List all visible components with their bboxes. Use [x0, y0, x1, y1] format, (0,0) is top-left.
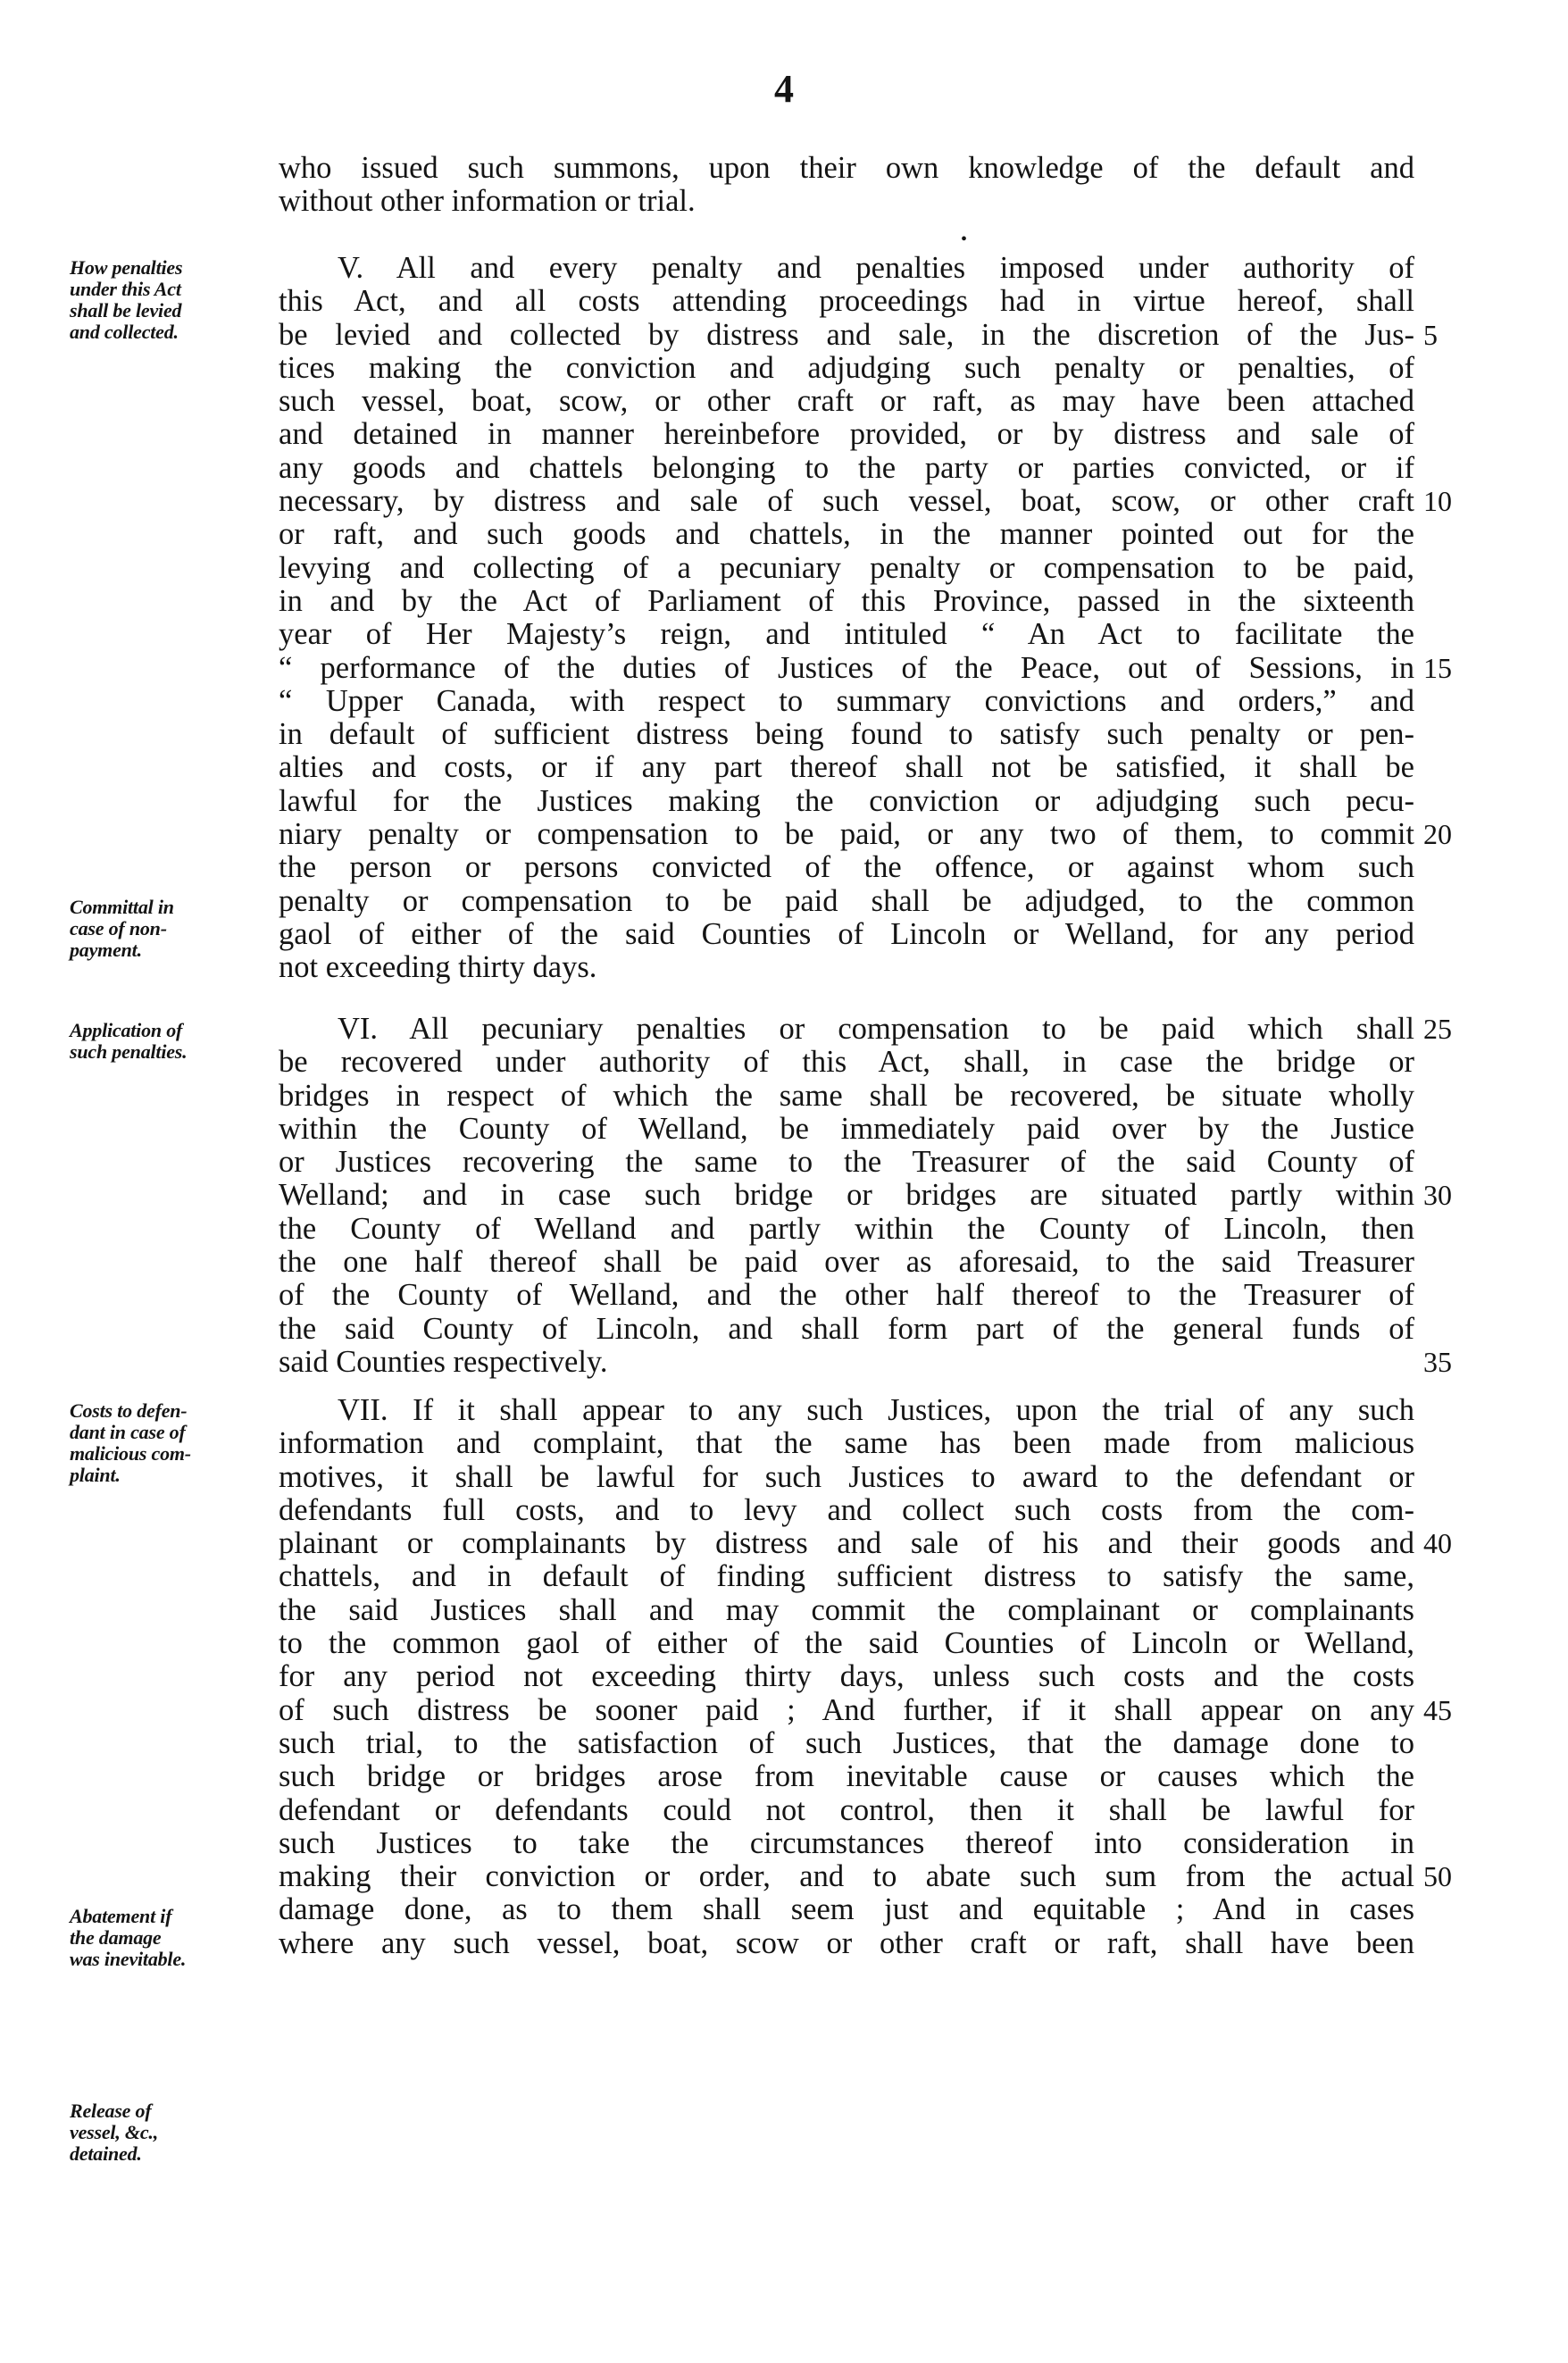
line-text: information and complaint, that the same has been made from malicious — [279, 1426, 1414, 1461]
margin-note-line: malicious com- — [70, 1442, 191, 1465]
margin-note-line: plaint. — [70, 1464, 121, 1486]
line-text: the said Justices shall and may commit the complainant or complainants — [279, 1592, 1414, 1627]
text-line — [0, 1627, 1568, 1660]
line-text: making their conviction or order, and to abate such sum from the actual — [279, 1859, 1414, 1894]
line-text: of the County of Welland, and the other half thereof to the Treasurer of — [279, 1278, 1414, 1313]
line-text: alties and costs, or if any part thereof shall not be satisfied, it shall be — [279, 750, 1414, 785]
line-text: defendant or defendants could not control, then it shall be lawful for — [279, 1792, 1414, 1827]
line-number: 45 — [1423, 1693, 1452, 1726]
line-text: lawful for the Justices making the conviction or adjudging such pecu- — [279, 783, 1414, 818]
text-line — [0, 1346, 1568, 1379]
line-text: year of Her Majesty’s reign, and intituled “ An Act to facilitate the — [279, 617, 1414, 652]
line-text: such vessel, boat, scow, or other craft or raft, as may have been attached — [279, 384, 1414, 419]
line-text: V. All and every penalty and penalties imposed under authority of — [338, 251, 1414, 285]
margin-note-line: shall be levied — [70, 299, 182, 321]
text-line — [0, 1860, 1568, 1893]
text-line — [0, 1794, 1568, 1827]
line-text: chattels, and in default of finding sufficient distress to satisfy the same, — [279, 1559, 1414, 1594]
line-text: within the County of Welland, be immediately paid over by the Justice — [279, 1111, 1414, 1146]
text-line — [0, 1560, 1568, 1593]
margin-note-costs — [70, 1400, 277, 1486]
margin-note-line: vessel, &c., — [70, 2121, 159, 2143]
text-line — [0, 1494, 1568, 1527]
section-v — [0, 252, 1568, 985]
margin-note-line: the damage — [70, 1926, 162, 1949]
margin-note-committal — [70, 897, 277, 961]
text-line — [0, 385, 1568, 418]
margin-note-abatement — [70, 1906, 277, 1970]
line-text: plainant or complainants by distress and sale of his and their goods and — [279, 1526, 1414, 1561]
line-text: the said County of Lincoln, and shall form part of the general funds of — [279, 1311, 1414, 1346]
line-text: to the common gaol of either of the said Counties of Lincoln or Welland, — [279, 1626, 1414, 1661]
line-number: 30 — [1423, 1179, 1452, 1212]
text-line — [0, 1594, 1568, 1627]
line-text: in and by the Act of Parliament of this Province, passed in the sixteenth — [279, 583, 1414, 618]
line-text: VI. All pecuniary penalties or compensation to be paid which shall — [338, 1012, 1414, 1046]
line-text: penalty or compensation to be paid shall be adjudged, to the common — [279, 883, 1414, 918]
text-line — [0, 1313, 1568, 1346]
margin-note-line: detained. — [70, 2142, 142, 2165]
line-text: Welland; and in case such bridge or bridges are situated partly within — [279, 1178, 1414, 1213]
line-text: or raft, and such goods and chattels, in the manner pointed out for the — [279, 517, 1414, 552]
margin-note-line: Costs to defen- — [70, 1399, 188, 1422]
line-text: bridges in respect of which the same shall be recovered, be situate wholly — [279, 1078, 1414, 1113]
line-text: the County of Welland and partly within the County of Lincoln, then — [279, 1211, 1414, 1246]
text-line — [0, 1080, 1568, 1113]
text-line — [0, 152, 1568, 185]
margin-note-line: Committal in — [70, 896, 174, 918]
line-text: be levied and collected by distress and sale, in the discretion of the Jus- — [279, 317, 1414, 352]
line-text: tices making the conviction and adjudging such penalty or penalties, of — [279, 350, 1414, 385]
text-line — [0, 518, 1568, 551]
text-line — [0, 552, 1568, 585]
ornament-dot: • — [961, 230, 968, 249]
line-number: 25 — [1423, 1013, 1452, 1045]
line-number: 35 — [1423, 1345, 1452, 1378]
text-line — [0, 1146, 1568, 1179]
line-number: 50 — [1423, 1860, 1452, 1893]
line-text: and detained in manner hereinbefore provided, or by distress and sale of — [279, 417, 1414, 452]
line-text: be recovered under authority of this Act, shall, in case the bridge or — [279, 1045, 1414, 1080]
line-text: who issued such summons, upon their own knowledge of the default and — [279, 151, 1414, 185]
text-line — [0, 485, 1568, 518]
margin-note-line: under this Act — [70, 278, 181, 300]
text-line — [0, 1246, 1568, 1279]
line-number: 20 — [1423, 818, 1452, 851]
line-text: such Justices to take the circumstances thereof into consideration in — [279, 1825, 1414, 1860]
line-text: for any period not exceeding thirty days, unless such costs and the costs — [279, 1659, 1414, 1694]
line-text: of such distress be sooner paid ; And further, if it shall appear on any — [279, 1692, 1414, 1727]
line-text: the person or persons convicted of the offence, or against whom such — [279, 850, 1414, 885]
text-line — [0, 1213, 1568, 1246]
line-number: 40 — [1423, 1527, 1452, 1560]
margin-note-line: Release of — [70, 2100, 152, 2122]
text-line — [0, 585, 1568, 618]
text-line — [0, 1660, 1568, 1693]
text-line — [0, 785, 1568, 818]
line-text: without other information or trial. — [279, 184, 696, 219]
line-text: where any such vessel, boat, scow or other craft or raft, shall have been — [279, 1925, 1414, 1960]
line-number: 15 — [1423, 651, 1452, 684]
section-vi — [0, 1013, 1568, 1379]
line-number: 5 — [1423, 318, 1438, 351]
line-text: the one half thereof shall be paid over as aforesaid, to the said Treasurer — [279, 1245, 1414, 1280]
text-line — [0, 851, 1568, 884]
line-text: damage done, as to them shall seem just and equitable ; And in cases — [279, 1892, 1414, 1927]
text-line — [0, 352, 1568, 385]
margin-note-line: case of non- — [70, 917, 167, 939]
text-line — [0, 652, 1568, 685]
line-text: “ performance of the duties of Justices of the Peace, out of Sessions, in — [279, 650, 1414, 685]
text-line — [0, 1279, 1568, 1312]
margin-note-line: payment. — [70, 939, 142, 961]
text-line — [0, 751, 1568, 784]
page-number: 4 — [774, 67, 794, 111]
line-text: such trial, to the satisfaction of such Justices, that the damage done to — [279, 1725, 1414, 1760]
line-text: necessary, by distress and sale of such vessel, boat, scow, or other craft — [279, 484, 1414, 519]
margin-note-release — [70, 2100, 277, 2165]
line-text: defendants full costs, and to levy and collect such costs from the com- — [279, 1492, 1414, 1527]
line-text: VII. If it shall appear to any such Justices, upon the trial of any such — [338, 1393, 1414, 1427]
line-text: motives, it shall be lawful for such Justices to award to the defendant or — [279, 1459, 1414, 1494]
text-line — [0, 718, 1568, 751]
line-text: not exceeding thirty days. — [279, 950, 597, 985]
text-line — [0, 1827, 1568, 1860]
text-line — [0, 685, 1568, 718]
text-line — [0, 818, 1568, 851]
margin-note-line: such penalties. — [70, 1040, 188, 1063]
margin-note-line: Application of — [70, 1019, 183, 1041]
text-line — [0, 1113, 1568, 1146]
section-intro — [0, 152, 1568, 219]
text-line — [0, 1527, 1568, 1560]
margin-note-line: and collected. — [70, 321, 179, 343]
margin-note-line: dant in case of — [70, 1421, 186, 1443]
line-text: such bridge or bridges arose from inevitable cause or causes which the — [279, 1759, 1414, 1794]
line-text: in default of sufficient distress being found to satisfy such penalty or pen- — [279, 717, 1414, 752]
text-line — [0, 1179, 1568, 1212]
line-text: levying and collecting of a pecuniary penalty or compensation to be paid, — [279, 550, 1414, 585]
line-text: niary penalty or compensation to be paid, or any two of them, to commit — [279, 817, 1414, 852]
text-line — [0, 1694, 1568, 1727]
line-text: any goods and chattels belonging to the party or parties convicted, or if — [279, 450, 1414, 485]
margin-note-line: Abatement if — [70, 1905, 172, 1927]
line-text: said Counties respectively. — [279, 1344, 608, 1379]
text-line — [0, 185, 1568, 218]
text-line — [0, 418, 1568, 451]
line-text: or Justices recovering the same to the Treasurer of the said County of — [279, 1145, 1414, 1180]
line-text: gaol of either of the said Counties of Lincoln or Welland, for any period — [279, 916, 1414, 951]
line-number: 10 — [1423, 485, 1452, 518]
line-text: this Act, and all costs attending proceedings had in virtue hereof, shall — [279, 284, 1414, 319]
margin-note-line: How penalties — [70, 256, 183, 279]
text-line — [0, 452, 1568, 485]
margin-note-how-penalties — [70, 257, 277, 343]
text-line — [0, 1727, 1568, 1760]
line-text: “ Upper Canada, with respect to summary convictions and orders,” and — [279, 683, 1414, 718]
margin-note-application — [70, 1020, 277, 1063]
text-line — [0, 1760, 1568, 1793]
text-line — [0, 618, 1568, 651]
margin-note-line: was inevitable. — [70, 1948, 187, 1970]
